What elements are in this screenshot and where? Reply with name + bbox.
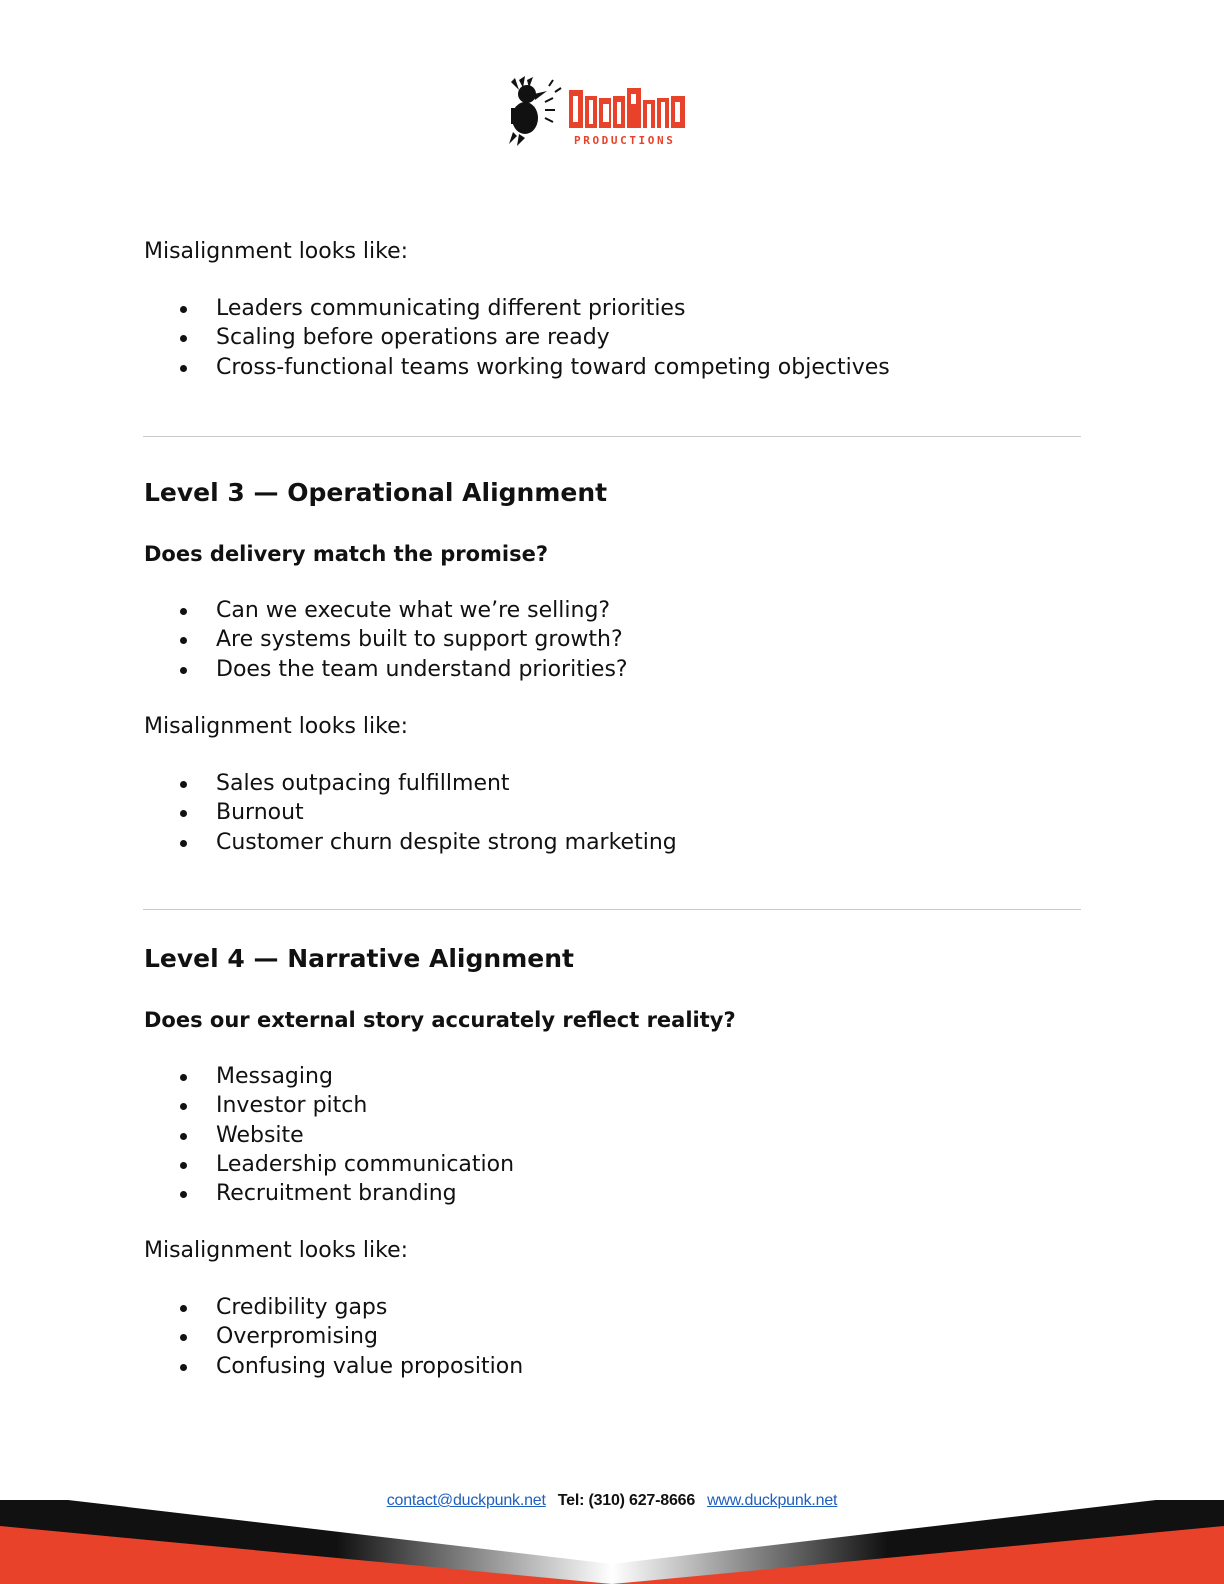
list-item: Messaging [144,1062,514,1091]
level4-misalignment-list [144,1293,523,1381]
level3-misalignment-list [144,769,677,857]
section-divider [143,436,1081,437]
logo-tagline: PRODUCTIONS [574,134,676,147]
section-divider [143,909,1081,910]
level4-question: Does our external story accurately reflect reality? [144,1008,736,1032]
level3-question: Does delivery match the promise? [144,542,549,566]
level3-misalignment-label: Misalignment looks like: [144,714,409,739]
list-item: Website [144,1121,514,1150]
bullet-icon [180,365,187,372]
list-item: Confusing value proposition [144,1352,523,1381]
bullet-icon [180,1133,187,1140]
level4-misalignment-label: Misalignment looks like: [144,1238,409,1263]
list-item: Sales outpacing fulfillment [144,769,677,798]
list-item: Does the team understand priorities? [144,655,628,684]
phone-number: Tel: (310) 627-8666 [557,1492,696,1509]
list-item: Overpromising [144,1322,523,1351]
bullet-icon [180,608,187,615]
level4-list [144,1062,514,1208]
level4-heading: Level 4 — Narrative Alignment [144,944,574,973]
bullet-icon [180,810,187,817]
bullet-icon [180,1162,187,1169]
bullet-icon [180,1364,187,1371]
bullet-icon [180,781,187,788]
bullet-icon [180,1305,187,1312]
bullet-icon [180,306,187,313]
duckpunk-logo-graphic [505,74,701,152]
level3-list [144,596,628,684]
list-item: Cross-functional teams working toward competing objectives [144,353,890,382]
intro-misalignment-list [144,294,890,382]
list-item: Recruitment branding [144,1179,514,1208]
bullet-icon [180,335,187,342]
list-item: Scaling before operations are ready [144,323,890,352]
list-item: Credibility gaps [144,1293,523,1322]
website-link[interactable]: www.duckpunk.net [707,1492,838,1509]
footer-band-graphic [0,1500,1224,1584]
footer-contact [0,1491,1224,1511]
list-item: Are systems built to support growth? [144,625,628,654]
footer-band [0,1500,1224,1584]
bullet-icon [180,1103,187,1110]
list-item: Investor pitch [144,1091,514,1120]
bullet-icon [180,1074,187,1081]
level3-heading: Level 3 — Operational Alignment [144,478,608,507]
list-item: Can we execute what we’re selling? [144,596,628,625]
email-link[interactable]: contact@duckpunk.net [386,1492,546,1509]
list-item: Leaders communicating different priorities [144,294,890,323]
bullet-icon [180,637,187,644]
list-item: Customer churn despite strong marketing [144,828,677,857]
intro-misalignment-label: Misalignment looks like: [144,239,409,264]
duckpunk-logo [505,74,701,152]
bullet-icon [180,1334,187,1341]
list-item: Burnout [144,798,677,827]
bullet-icon [180,667,187,674]
list-item: Leadership communication [144,1150,514,1179]
bullet-icon [180,840,187,847]
bullet-icon [180,1191,187,1198]
